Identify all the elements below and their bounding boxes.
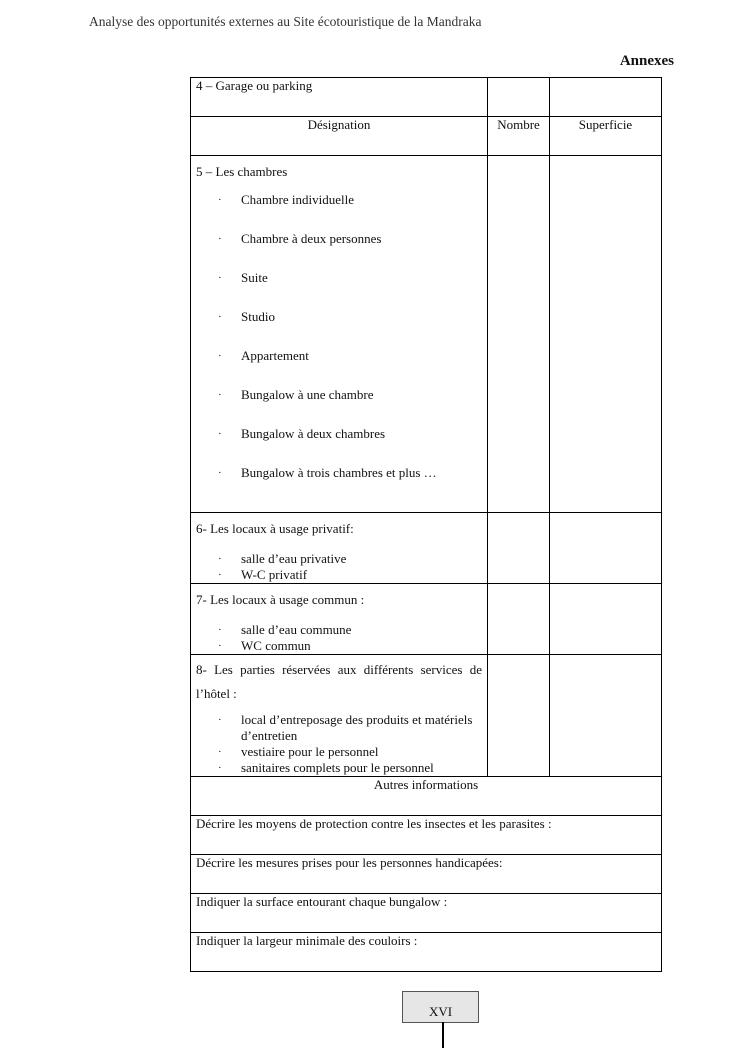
locaux-prives-cell [191,513,488,584]
parties-hotel-list [196,712,482,776]
page-number: XVI [428,1004,453,1019]
chambres-cell [191,156,488,513]
table-row-locaux-prives [191,513,662,584]
table-row-question [191,933,662,972]
list-item: · Bungalow à deux chambres [218,426,386,441]
table-row-chambres [191,156,662,513]
parties-hotel-title-line2: l’hôtel : [196,686,237,701]
locaux-communs-superficie-cell [550,584,662,655]
garage-nombre-cell [488,78,550,117]
table-row-locaux-communs [191,584,662,655]
list-item: · Bungalow à une chambre [218,387,374,402]
locaux-prives-title: 6- Les locaux à usage privatif: [196,521,354,536]
list-item: · vestiaire pour le personnel [218,744,379,759]
parties-hotel-superficie-cell [550,655,662,777]
question-personnes-handicapees: Décrire les mesures prises pour les personnes handicapées: [191,855,662,894]
bullet-icon: · [218,762,222,774]
question-protection-insectes: Décrire les moyens de protection contre les insectes et les parasites : [191,816,662,855]
bullet-icon: · [218,233,222,245]
garage-superficie-cell [550,78,662,117]
garage-label: 4 – Garage ou parking [191,78,488,117]
list-item: · salle d’eau privative [218,551,347,566]
locaux-communs-cell [191,584,488,655]
bullet-icon: · [218,467,222,479]
chambres-title: 5 – Les chambres [196,164,288,179]
list-item: · Appartement [218,348,309,363]
list-item: · Chambre à deux personnes [218,231,382,246]
locaux-communs-list [196,622,482,654]
parties-hotel-cell [191,655,488,777]
table-row-garage [191,78,662,117]
running-header: Analyse des opportunités externes au Site écotouristique de la Mandraka [89,14,482,29]
bullet-icon: · [218,746,222,758]
locaux-prives-superficie-cell [550,513,662,584]
bullet-icon: · [218,194,222,206]
locaux-communs-title: 7- Les locaux à usage commun : [196,592,365,607]
bullet-icon: · [218,350,222,362]
list-item: · Suite [218,270,268,285]
page-number-box [402,991,479,1023]
list-item: · Bungalow à trois chambres et plus … [218,465,437,480]
inventory-table [190,77,662,972]
bullet-icon: · [218,640,222,652]
parties-hotel-nombre-cell [488,655,550,777]
locaux-prives-list [196,551,482,583]
table-row-question [191,855,662,894]
table-row-parties-hotel [191,655,662,777]
list-item: · WC commun [218,638,311,653]
bullet-icon: · [218,553,222,565]
question-largeur-couloirs: Indiquer la largeur minimale des couloirs : [191,933,662,972]
section-label: Annexes [619,53,674,69]
page-number-connector [442,1022,444,1048]
table-row-autres-informations [191,777,662,816]
table-header-row [191,117,662,156]
column-header-nombre: Nombre [488,117,550,156]
table-row-question [191,894,662,933]
bullet-icon: · [218,428,222,440]
list-item: · W-C privatif [218,567,308,582]
locaux-prives-nombre-cell [488,513,550,584]
bullet-icon: · [218,272,222,284]
bullet-icon: · [218,389,222,401]
chambres-nombre-cell [488,156,550,513]
locaux-communs-nombre-cell [488,584,550,655]
question-surface-bungalow: Indiquer la surface entourant chaque bungalow : [191,894,662,933]
autres-informations-heading: Autres informations [191,777,662,816]
list-item: · local d’entreposage des produits et matériels d’entretien [218,712,473,743]
bullet-icon: · [218,714,222,726]
bullet-icon: · [218,624,222,636]
parties-hotel-title-line1: 8- Les parties réservées aux différents services de [196,662,482,677]
table-row-question [191,816,662,855]
bullet-icon: · [218,311,222,323]
list-item: · Studio [218,309,275,324]
column-header-superficie: Superficie [550,117,662,156]
chambres-list [196,192,482,504]
list-item: · salle d’eau commune [218,622,352,637]
column-header-designation: Désignation [191,117,488,156]
chambres-superficie-cell [550,156,662,513]
list-item: · Chambre individuelle [218,192,355,207]
list-item: · sanitaires complets pour le personnel [218,760,434,775]
bullet-icon: · [218,569,222,581]
